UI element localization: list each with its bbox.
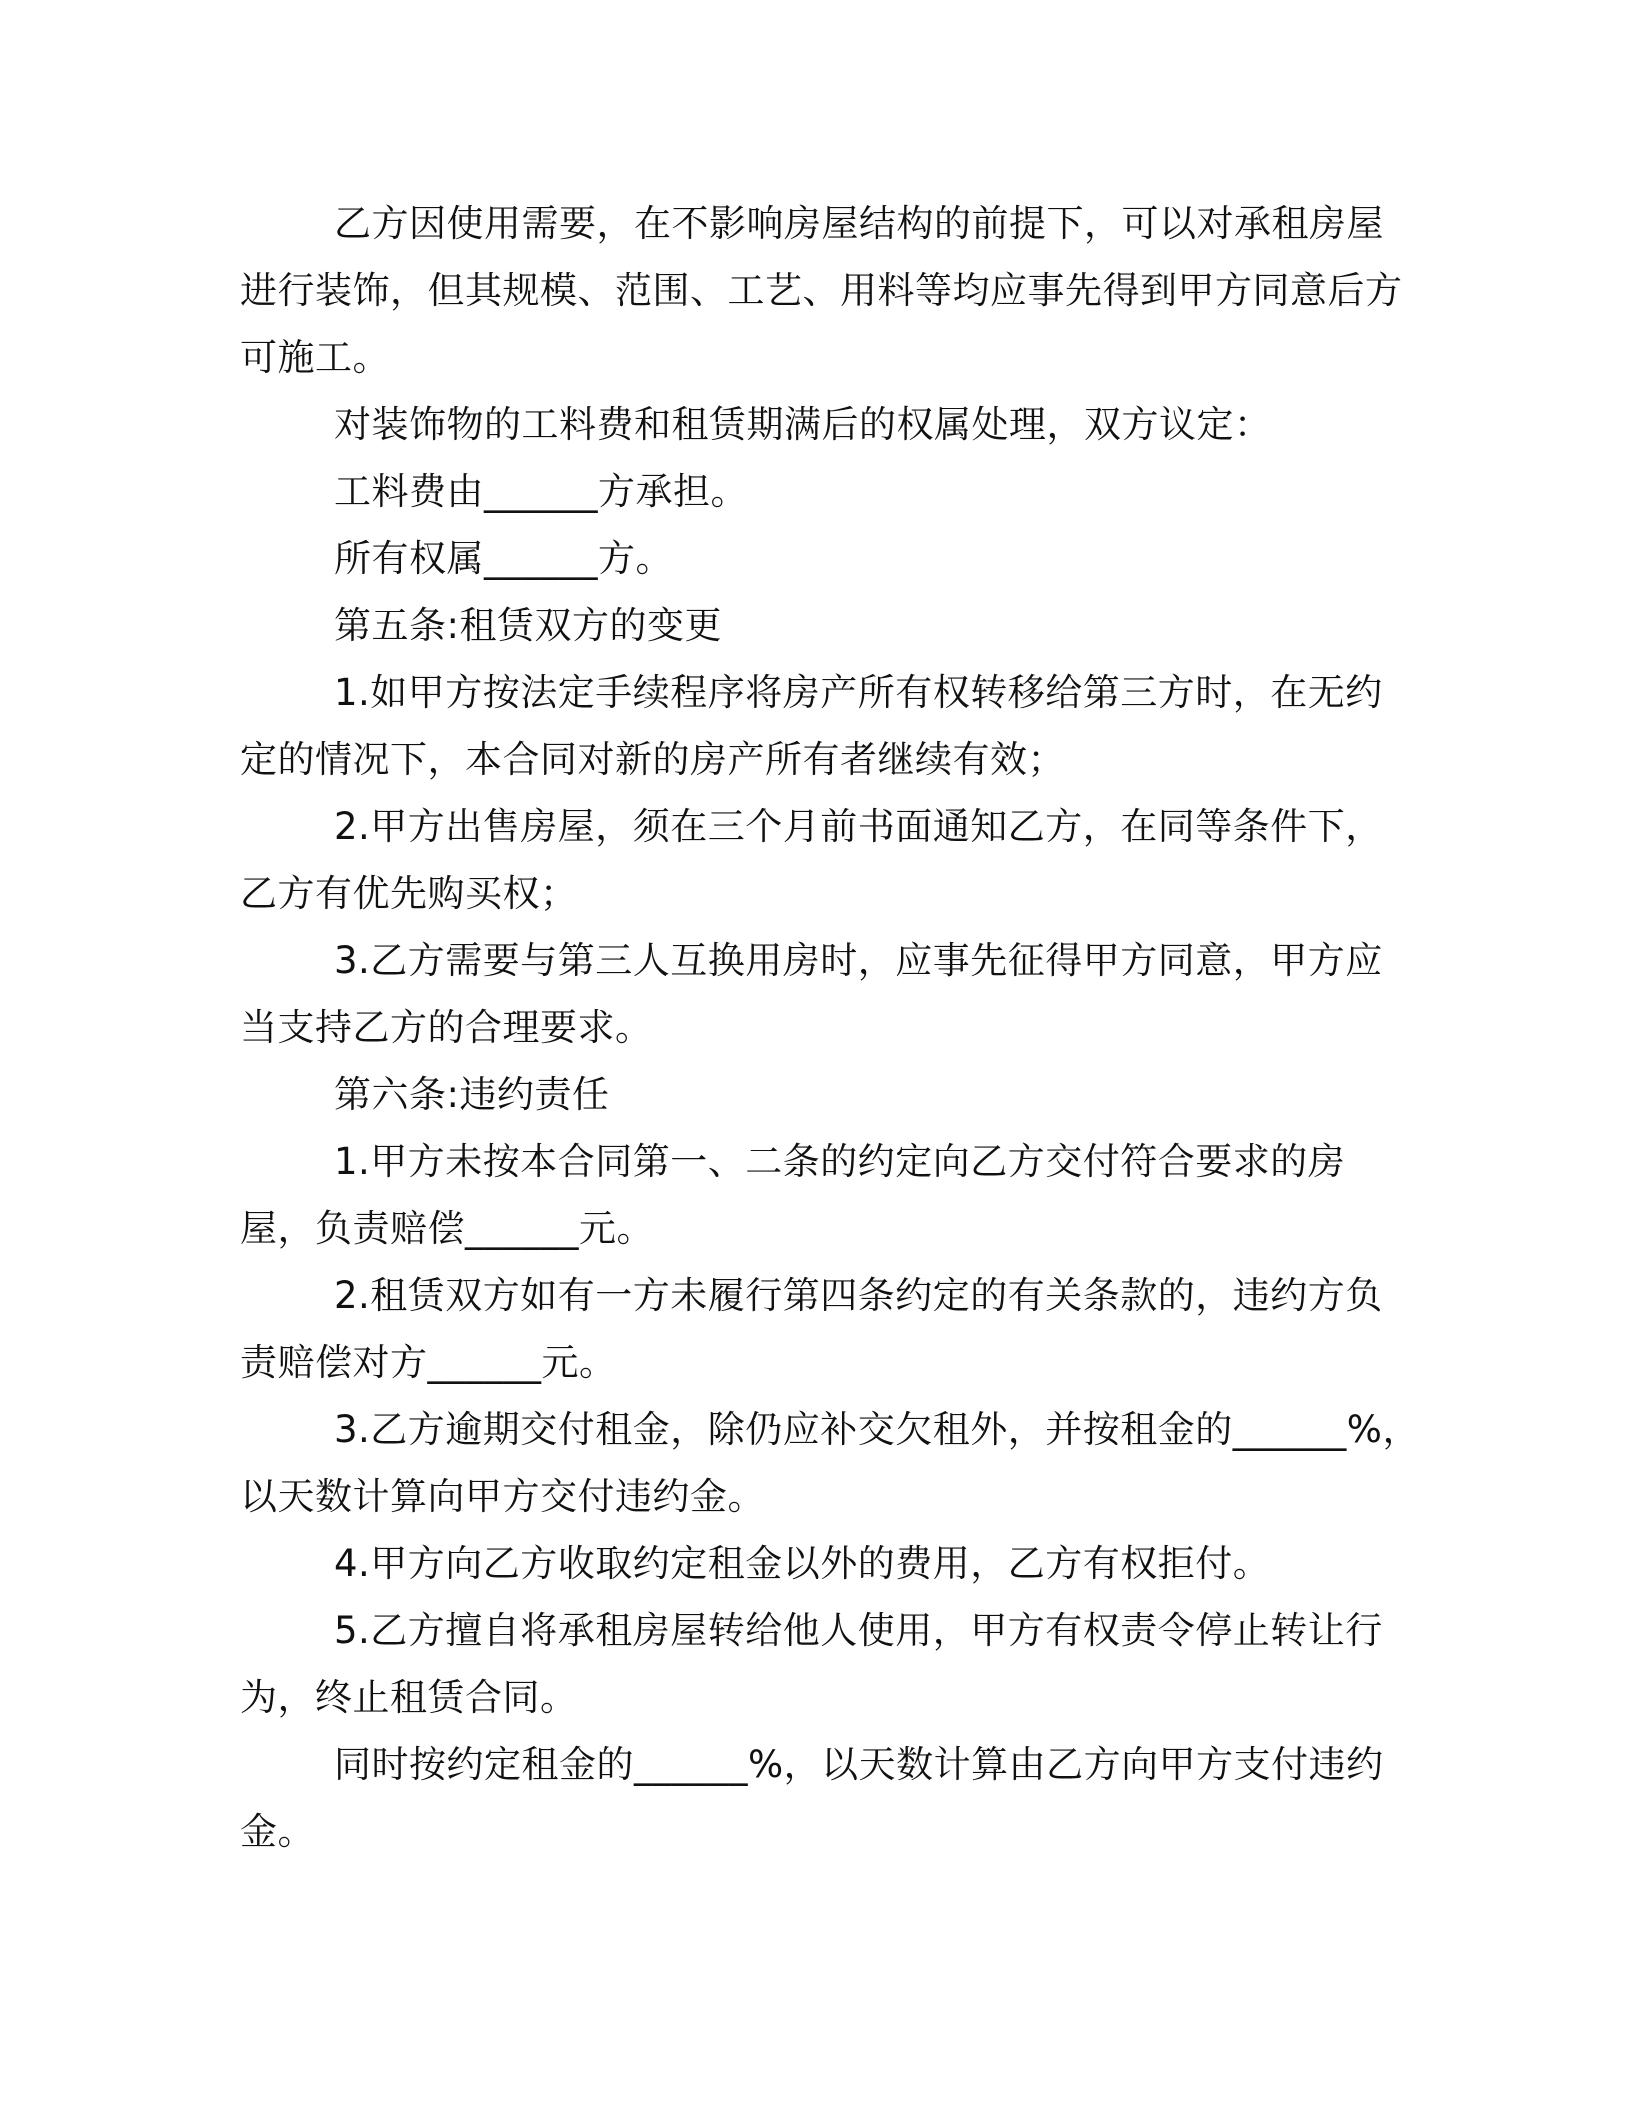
article-five-item-2: 2.甲方出售房屋，须在三个月前书面通知乙方，在同等条件下，乙方有优先购买权；	[240, 805, 1383, 915]
article-six-penalty-note: 同时按约定租金的______%，以天数计算由乙方向甲方支付违约金。	[240, 1743, 1384, 1853]
article-six-item-1: 1.甲方未按本合同第一、二条的约定向乙方交付符合要求的房屋，负责赔偿______元。	[240, 1140, 1346, 1250]
paragraph-decoration-terms: 乙方因使用需要，在不影响房屋结构的前提下，可以对承租房屋进行装饰，但其规模、范围、工艺、用料等均应事先得到甲方同意后方可施工。	[240, 202, 1403, 379]
article-five-item-1: 1.如甲方按法定手续程序将房产所有权转移给第三方时，在无约定的情况下，本合同对新的房产所有者继续有效；	[240, 671, 1383, 781]
paragraph-ownership: 所有权属______方。	[334, 537, 673, 580]
article-six-item-4: 4.甲方向乙方收取约定租金以外的费用，乙方有权拒付。	[334, 1542, 1271, 1585]
paragraph-decoration-agreement: 对装饰物的工料费和租赁期满后的权属处理，双方议定：	[334, 403, 1272, 446]
article-six-item-2: 2.租赁双方如有一方未履行第四条约定的有关条款的，违约方负责赔偿对方______元。	[240, 1274, 1383, 1384]
article-five-item-3: 3.乙方需要与第三人互换用房时，应事先征得甲方同意，甲方应当支持乙方的合理要求。	[240, 939, 1383, 1049]
article-six-item-3: 3.乙方逾期交付租金，除仍应补交欠租外，并按租金的______%，以天数计算向甲方交付违约金。	[240, 1408, 1420, 1518]
paragraph-labor-cost: 工料费由______方承担。	[334, 470, 748, 513]
article-six-heading: 第六条:违约责任	[334, 1073, 610, 1116]
contract-body	[240, 190, 1420, 1865]
article-five-heading: 第五条:租赁双方的变更	[334, 604, 722, 647]
article-six-item-5: 5.乙方擅自将承租房屋转给他人使用，甲方有权责令停止转让行为，终止租赁合同。	[240, 1609, 1383, 1719]
